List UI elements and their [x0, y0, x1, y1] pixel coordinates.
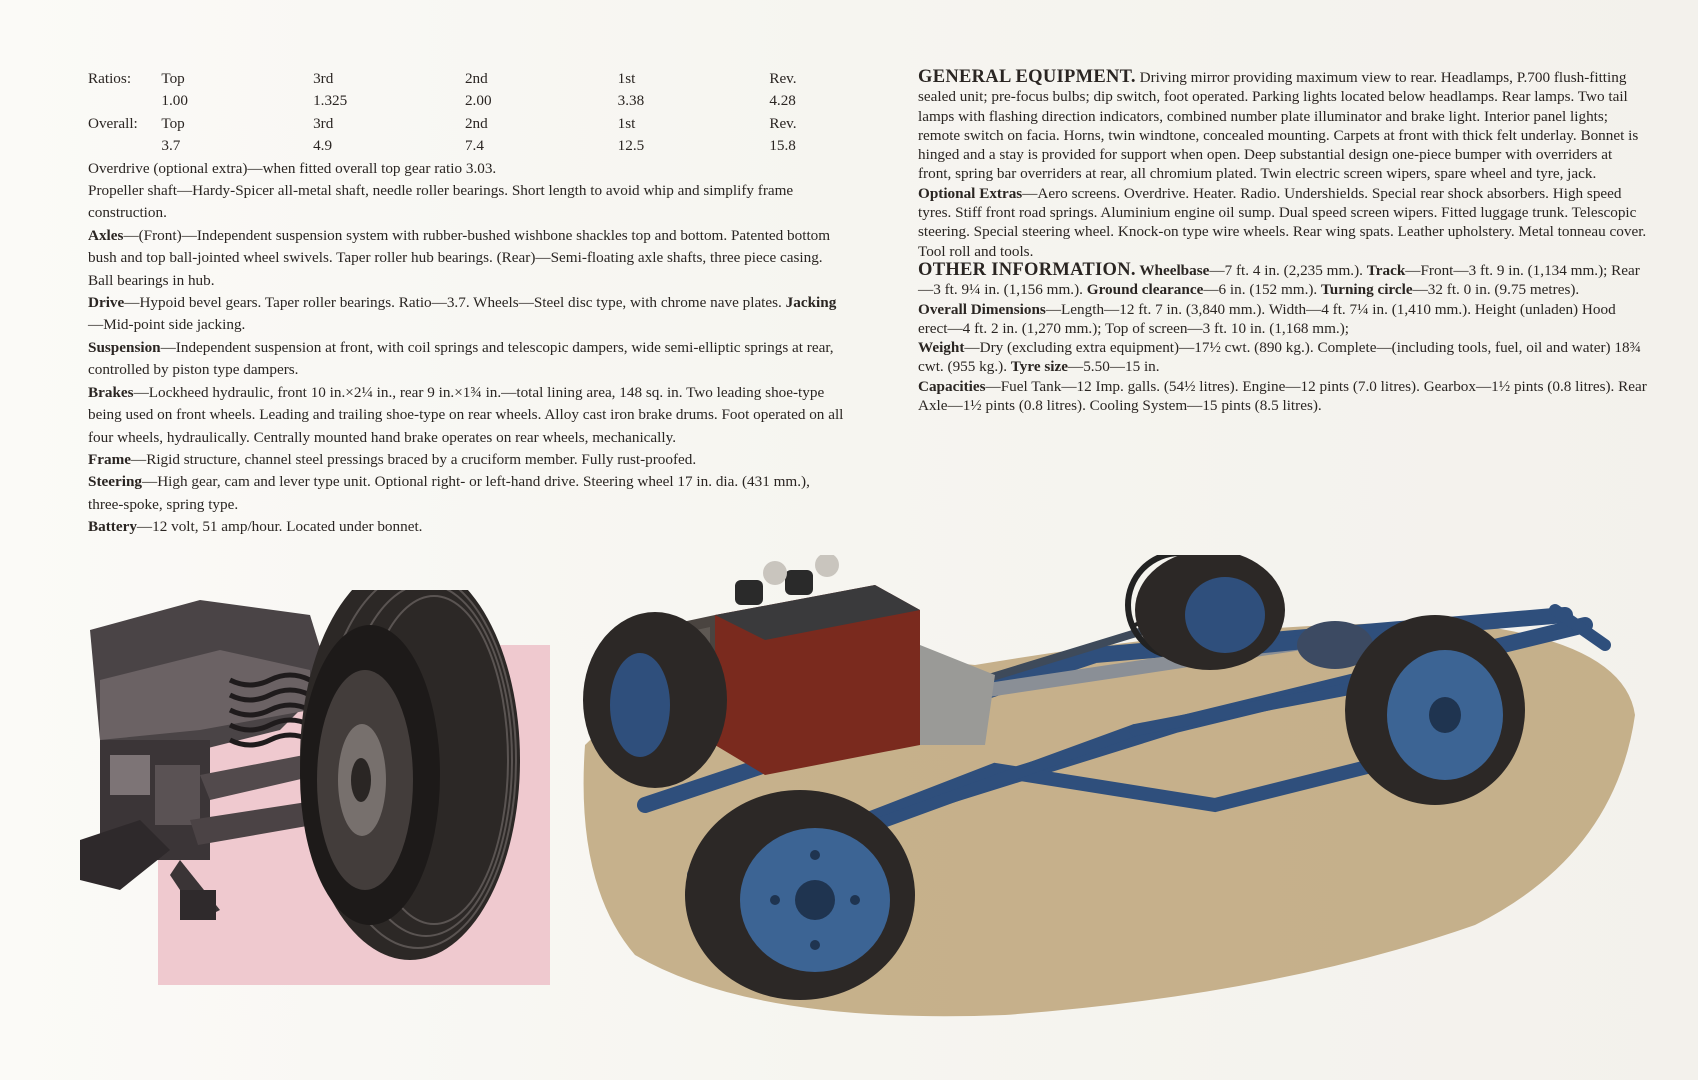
table-cell: 7.4 [464, 137, 484, 155]
table-cell: 2.00 [464, 92, 492, 110]
capacities-label: Capacities [918, 377, 986, 395]
table-cell: 1st [617, 70, 636, 87]
table-cell: 3rd [313, 70, 334, 87]
row-label: Overall: [88, 114, 138, 132]
table-row [88, 135, 848, 157]
table-cell: 4.28 [769, 92, 796, 110]
chassis-illustration [575, 555, 1650, 1030]
table-cell: 3.38 [617, 92, 645, 110]
table-cell: Rev. [769, 114, 797, 132]
optional-extras-label: Optional Extras [918, 184, 1023, 202]
turning-circle-text: —32 ft. 0 in. (9.75 metres). [1412, 281, 1580, 299]
frame-label: Frame [88, 450, 132, 468]
table-cell: Top [161, 70, 185, 87]
steering-paragraph [88, 471, 848, 516]
table-row [88, 113, 848, 135]
table-cell: 15.8 [769, 137, 796, 155]
table-row [88, 90, 848, 112]
weight-label: Weight [918, 339, 965, 357]
gear-ratios-table [88, 68, 848, 158]
row-label [88, 90, 161, 112]
table-cell: 1.00 [161, 92, 188, 110]
tyre-size-text: —5.50—15 in. [1068, 358, 1160, 376]
jacking-label: Jacking [785, 294, 837, 312]
propeller-shaft-paragraph: Propeller shaft—Hardy-Spicer all-metal shaft, needle roller bearings. Short length to avoid whip and simplify frame construction. [88, 182, 794, 222]
rear-left-wheel [1345, 615, 1525, 805]
table-cell: 1.325 [313, 92, 348, 110]
table-cell: Rev. [769, 70, 797, 87]
other-information-heading: OTHER INFORMATION. [918, 259, 1136, 280]
battery-label: Battery [88, 518, 137, 536]
table-cell: 2nd [464, 114, 488, 132]
drive-paragraph [88, 292, 848, 337]
ground-clearance-text: —6 in. (152 mm.). [1203, 281, 1322, 299]
turning-circle-label: Turning circle [1321, 281, 1413, 299]
overall-dimensions-text: —Length—12 ft. 7 in. (3,840 mm.). Width—4 ft. 7¼ in. (1,410 mm.). Height (unladen) Hood erect—4 ft. 2 in. (1,270 mm.); Top of screen—3 ft. 10 in. (1,168 mm.); [918, 300, 1616, 337]
wheelbase-text: —7 ft. 4 in. (2,235 mm.). [1209, 261, 1367, 279]
jacking-text: —Mid-point side jacking. [88, 316, 246, 334]
optional-extras-paragraph [918, 184, 1648, 261]
frame-text: —Rigid structure, channel steel pressings braced by a cruciform member. Fully rust-proofed. [131, 450, 697, 468]
battery-text: —12 volt, 51 amp/hour. Located under bonnet. [136, 518, 423, 536]
capacities-paragraph [918, 377, 1648, 416]
axles-label: Axles [88, 226, 124, 244]
table-cell: 3rd [313, 114, 334, 132]
table-cell: 4.9 [313, 137, 333, 155]
rear-right-wheel [1135, 555, 1285, 670]
brakes-label: Brakes [88, 383, 134, 401]
other-information-paragraph [918, 261, 1648, 300]
tyre-size-label: Tyre size [1010, 358, 1069, 376]
overall-dimensions-paragraph [918, 300, 1648, 339]
weight-paragraph [918, 338, 1648, 377]
steering-text: —High gear, cam and lever type unit. Optional right- or left-hand drive. Steering wheel 17 in. dia. (431 mm.), three-spoke, spring type. [88, 473, 810, 513]
optional-extras-text: —Aero screens. Overdrive. Heater. Radio. Undershields. Special rear shock absorbers. High speed tyres. Stiff front road springs. Aluminium engine oil sump. Dual speed screen wipers. Fitted luggage trunk. Telescopic steering. Special steering wheel. Knock-on type wire wheels. Rear wing spats. Leather upholstery. Metal tonneau cover. Tool roll and tools. [918, 184, 1647, 260]
general-equipment-text: Driving mirror providing maximum view to rear. Headlamps, P.700 flush-fitting sealed unit; pre-focus bulbs; dip switch, foot operated. Parking lights located below headlamps. Rear lamps. Two tail lamps with flashing direction indicators, combined number plate illuminator and brake light. Interior panel lights; remote switch on facia. Horns, twin windtone, concealed mounting. Carpets at front with thick felt underlay. Bonnet is hinged and a stay is provided for support when open. Deep substantial design one-piece bumper with overriders at front, spring bar overriders at rear, all chromium plated. Twin electric screen wipers, spare wheel and tyre, jack. [918, 69, 1639, 183]
specifications-column [88, 68, 848, 539]
drive-text: —Hypoid bevel gears. Taper roller bearings. Ratio—3.7. Wheels—Steel disc type, with chrome nave plates. [124, 294, 786, 312]
axles-text: —(Front)—Independent suspension system with rubber-bushed wishbone shackles top and bottom. Patented bottom bush and top ball-jointed wheel swivels. Taper roller hub bearings. (Rear)—Semi-floating axle shafts, three piece casing. Ball bearings in hub. [88, 226, 831, 289]
steering-label: Steering [88, 473, 142, 491]
front-suspension-illustration [80, 590, 560, 990]
row-label [88, 135, 161, 157]
brakes-paragraph [88, 382, 848, 449]
ground-clearance-label: Ground clearance [1086, 281, 1204, 299]
suspension-text: —Independent suspension at front, with coil springs and telescopic dampers, wide semi-elliptic springs at rear, controlled by piston type dampers. [88, 338, 834, 379]
table-cell: 12.5 [617, 137, 645, 155]
row-label: Ratios: [88, 70, 132, 87]
table-row [88, 68, 848, 90]
overall-dimensions-label: Overall Dimensions [918, 300, 1046, 318]
drive-label: Drive [88, 294, 125, 312]
brakes-text: —Lockheed hydraulic, front 10 in.×2¼ in., rear 9 in.×1¾ in.—total lining area, 148 sq. in. Two leading shoe-type being used on front wheels. Leading and trailing shoe-type on rear wheels. Alloy cast iron brake drums. Foot operated on all four wheels, hydraulically. Centrally mounted hand brake operates on rear wheels, mechanically. [88, 383, 844, 446]
weight-text: —Dry (excluding extra equipment)—17½ cwt. (890 kg.). Complete—(including tools, fuel, oil and water) 18¾ cwt. (955 kg.). [918, 339, 1641, 376]
front-right-wheel [583, 612, 727, 788]
frame-paragraph [88, 449, 848, 471]
capacities-text: —Fuel Tank—12 Imp. galls. (54½ litres). Engine—12 pints (7.0 litres). Gearbox—1½ pints (0.8 litres). Rear Axle—1½ pints (0.8 litres). Cooling System—15 pints (8.5 litres). [918, 377, 1647, 415]
suspension-paragraph [88, 337, 848, 382]
axles-paragraph [88, 225, 848, 292]
table-cell: 1st [617, 114, 636, 132]
general-equipment-heading: GENERAL EQUIPMENT. [918, 67, 1136, 87]
equipment-column [918, 68, 1648, 415]
table-cell: 3.7 [161, 137, 181, 155]
general-equipment-paragraph [918, 68, 1648, 184]
front-left-wheel [685, 790, 915, 1000]
table-cell: 2nd [464, 70, 488, 87]
overdrive-paragraph: Overdrive (optional extra)—when fitted overall top gear ratio 3.03. [88, 159, 497, 177]
wheelbase-label: Wheelbase [1135, 261, 1210, 279]
track-label: Track [1366, 261, 1406, 279]
table-cell: Top [161, 114, 185, 132]
track-text: —Front—3 ft. 9 in. (1,134 mm.); Rear—3 ft. 9¼ in. (1,156 mm.). [918, 261, 1640, 299]
battery-paragraph [88, 516, 848, 538]
suspension-label: Suspension [88, 338, 161, 356]
